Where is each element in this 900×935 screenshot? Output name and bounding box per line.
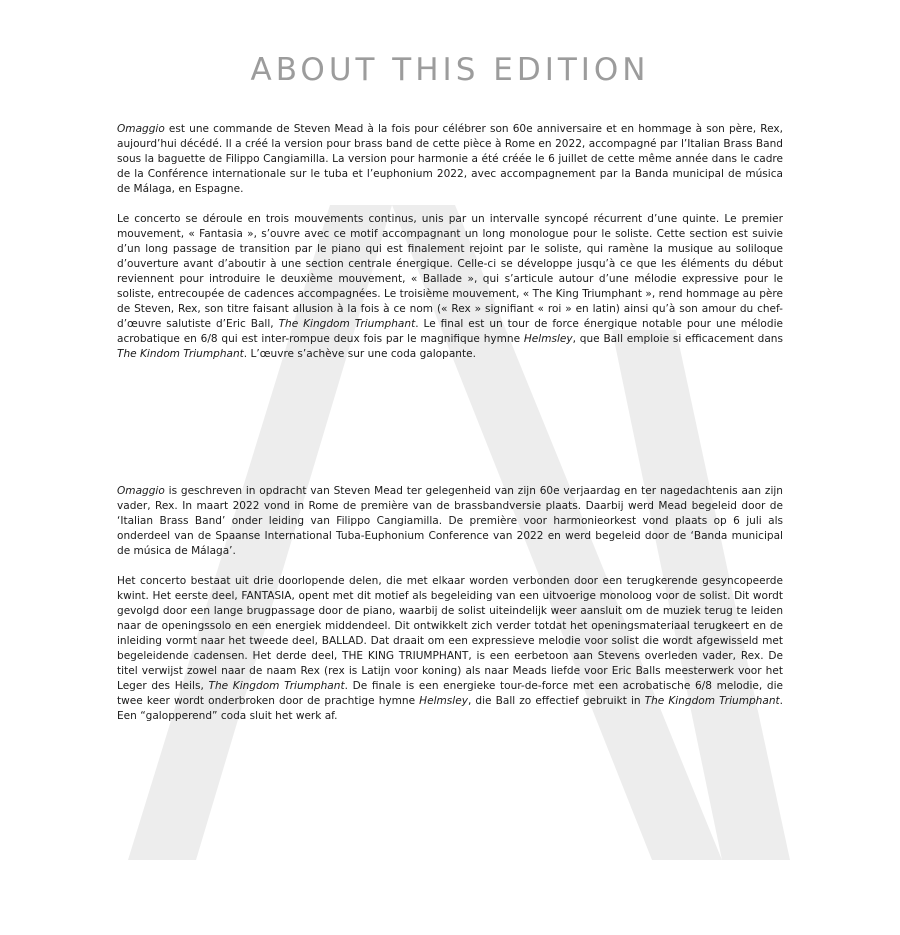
page-title: ABOUT THIS EDITION bbox=[250, 52, 650, 88]
dutch-p1-text: is geschreven in opdracht van Steven Mead ter gelegenheid van zijn 60e verjaardag en ter nagedachtenis aan zijn vader, Rex. In maart 2022 vond in Rome de première van de brassbandversie plaats. Daarbij werd Mead begeleid door de ‘Italian Brass Band’ onder leiding van Filippo Cangiamilla. De première voor harmonieorkest vond plaats op 6 juli als onderdeel van de Spaanse International Tuba-Euphonium Conference van 2022 en werd begeleid door de ‘Banda municipal de música de Málaga’. bbox=[117, 485, 783, 558]
dutch-paragraph-2 bbox=[117, 574, 783, 724]
dutch-p2-text-3: , die Ball zo effectief gebruikt in bbox=[467, 695, 645, 708]
dutch-text-section bbox=[117, 484, 783, 739]
dutch-paragraph-1 bbox=[117, 484, 783, 559]
french-text-section bbox=[117, 122, 783, 377]
work-title-kingdom: The Kingdom Triumphant bbox=[278, 318, 416, 331]
work-title-kingdom: The Kingdom Triumphant bbox=[208, 680, 345, 693]
french-paragraph-2 bbox=[117, 212, 783, 362]
hymn-title-helmsley: Helmsley bbox=[419, 695, 468, 708]
work-title-kingdom: The Kingdom Triumphant bbox=[644, 695, 780, 708]
work-title-omaggio: Omaggio bbox=[117, 485, 165, 497]
french-p2-text-3: , que Ball emploie si efficacement dans bbox=[572, 333, 783, 346]
french-p2-text-1: Le concerto se déroule en trois mouvements continus, unis par un intervalle syncopé récurrent d’une quinte. Le premier mouvement, « Fantasia », s’ouvre avec ce motif accompagnant un long monologue pour le soliste. Cette section est suivie d’un long passage de transition par le piano qui est finalement rejoint par le soliste, qui ramène la musique au soliloque d’ouverture avant d’aboutir à une section centrale énergique. Celle-ci se développe jusqu’à ce que les éléments du début reviennent pour introduire le deuxième mouvement, « Ballade », qui s’articule autour d’une mélodie expressive pour le soliste, entrecoupée de cadences accompagnées. Le troisième mouvement, « The King Triumphant », rend hommage au père de Steven, Rex, son titre faisant allusion à la fois à ce nom (« Rex » signifiant « roi » en latin) ainsi qu’à son amour du chef-d’œuvre salutiste d’Eric Ball, bbox=[117, 212, 783, 331]
work-title-kindom: The Kindom Triumphant bbox=[117, 348, 244, 361]
dutch-p2-text-2: . De finale is een energieke tour-de-force met een acrobatische 6/8 melodie, die twee keer wordt onderbroken door de prachtige hymne bbox=[117, 680, 783, 708]
dutch-p2-text-4: . Een “galopperend” coda sluit het werk af. bbox=[117, 695, 784, 723]
dutch-p2-text-1: Het concerto bestaat uit drie doorlopende delen, die met elkaar worden verbonden door een terugkerende gesyncopeerde kwint. Het eerste deel, FANTASIA, opent met dit motief als begeleiding van een uitvoerige monoloog voor de solist. Dit wordt gevolgd door een lange brugpassage door de piano, waarbij de solist uiteindelijk weer aansluit om de muziek terug te leiden naar de openingssolo en een energiek middendeel. Dit ontwikkelt zich verder totdat het openingsmateriaal terugkeert en de inleiding vormt naar het tweede deel, BALLAD. Dat draait om een expressieve melodie voor solist die wordt afgewisseld met begeleidende cadensen. Het derde deel, THE KING TRIUMPHANT, is een eerbetoon aan Stevens overleden vader, Rex. De titel verwijst zowel naar de naam Rex (rex is Latijn voor koning) als naar Meads liefde voor Eric Balls meesterwerk voor het Leger des Heils, bbox=[117, 574, 783, 693]
french-p2-text-2: . Le final est un tour de force énergique notable pour une mélodie acrobatique en 6/8 qui est inter-rompue deux fois par le magnifique hymne bbox=[117, 318, 784, 346]
french-p2-text-4: . L’œuvre s’achève sur une coda galopante. bbox=[243, 348, 476, 361]
work-title-omaggio: Omaggio bbox=[117, 123, 165, 135]
hymn-title-helmsley: Helmsley bbox=[523, 333, 573, 346]
french-paragraph-1 bbox=[117, 122, 783, 197]
french-p1-text: est une commande de Steven Mead à la fois pour célébrer son 60e anniversaire et en hommage à son père, Rex, aujourd’hui décédé. Il a créé la version pour brass band de cette pièce à Rome en 2022, accompagné par l’Italian Brass Band sous la baguette de Filippo Cangiamilla. La version pour harmonie a été créée le 6 juillet de cette même année dans le cadre de la Conférence internationale sur le tuba et l’euphonium 2022, avec accompagnement par la Banda municipal de música de Málaga, en Espagne. bbox=[117, 123, 783, 196]
